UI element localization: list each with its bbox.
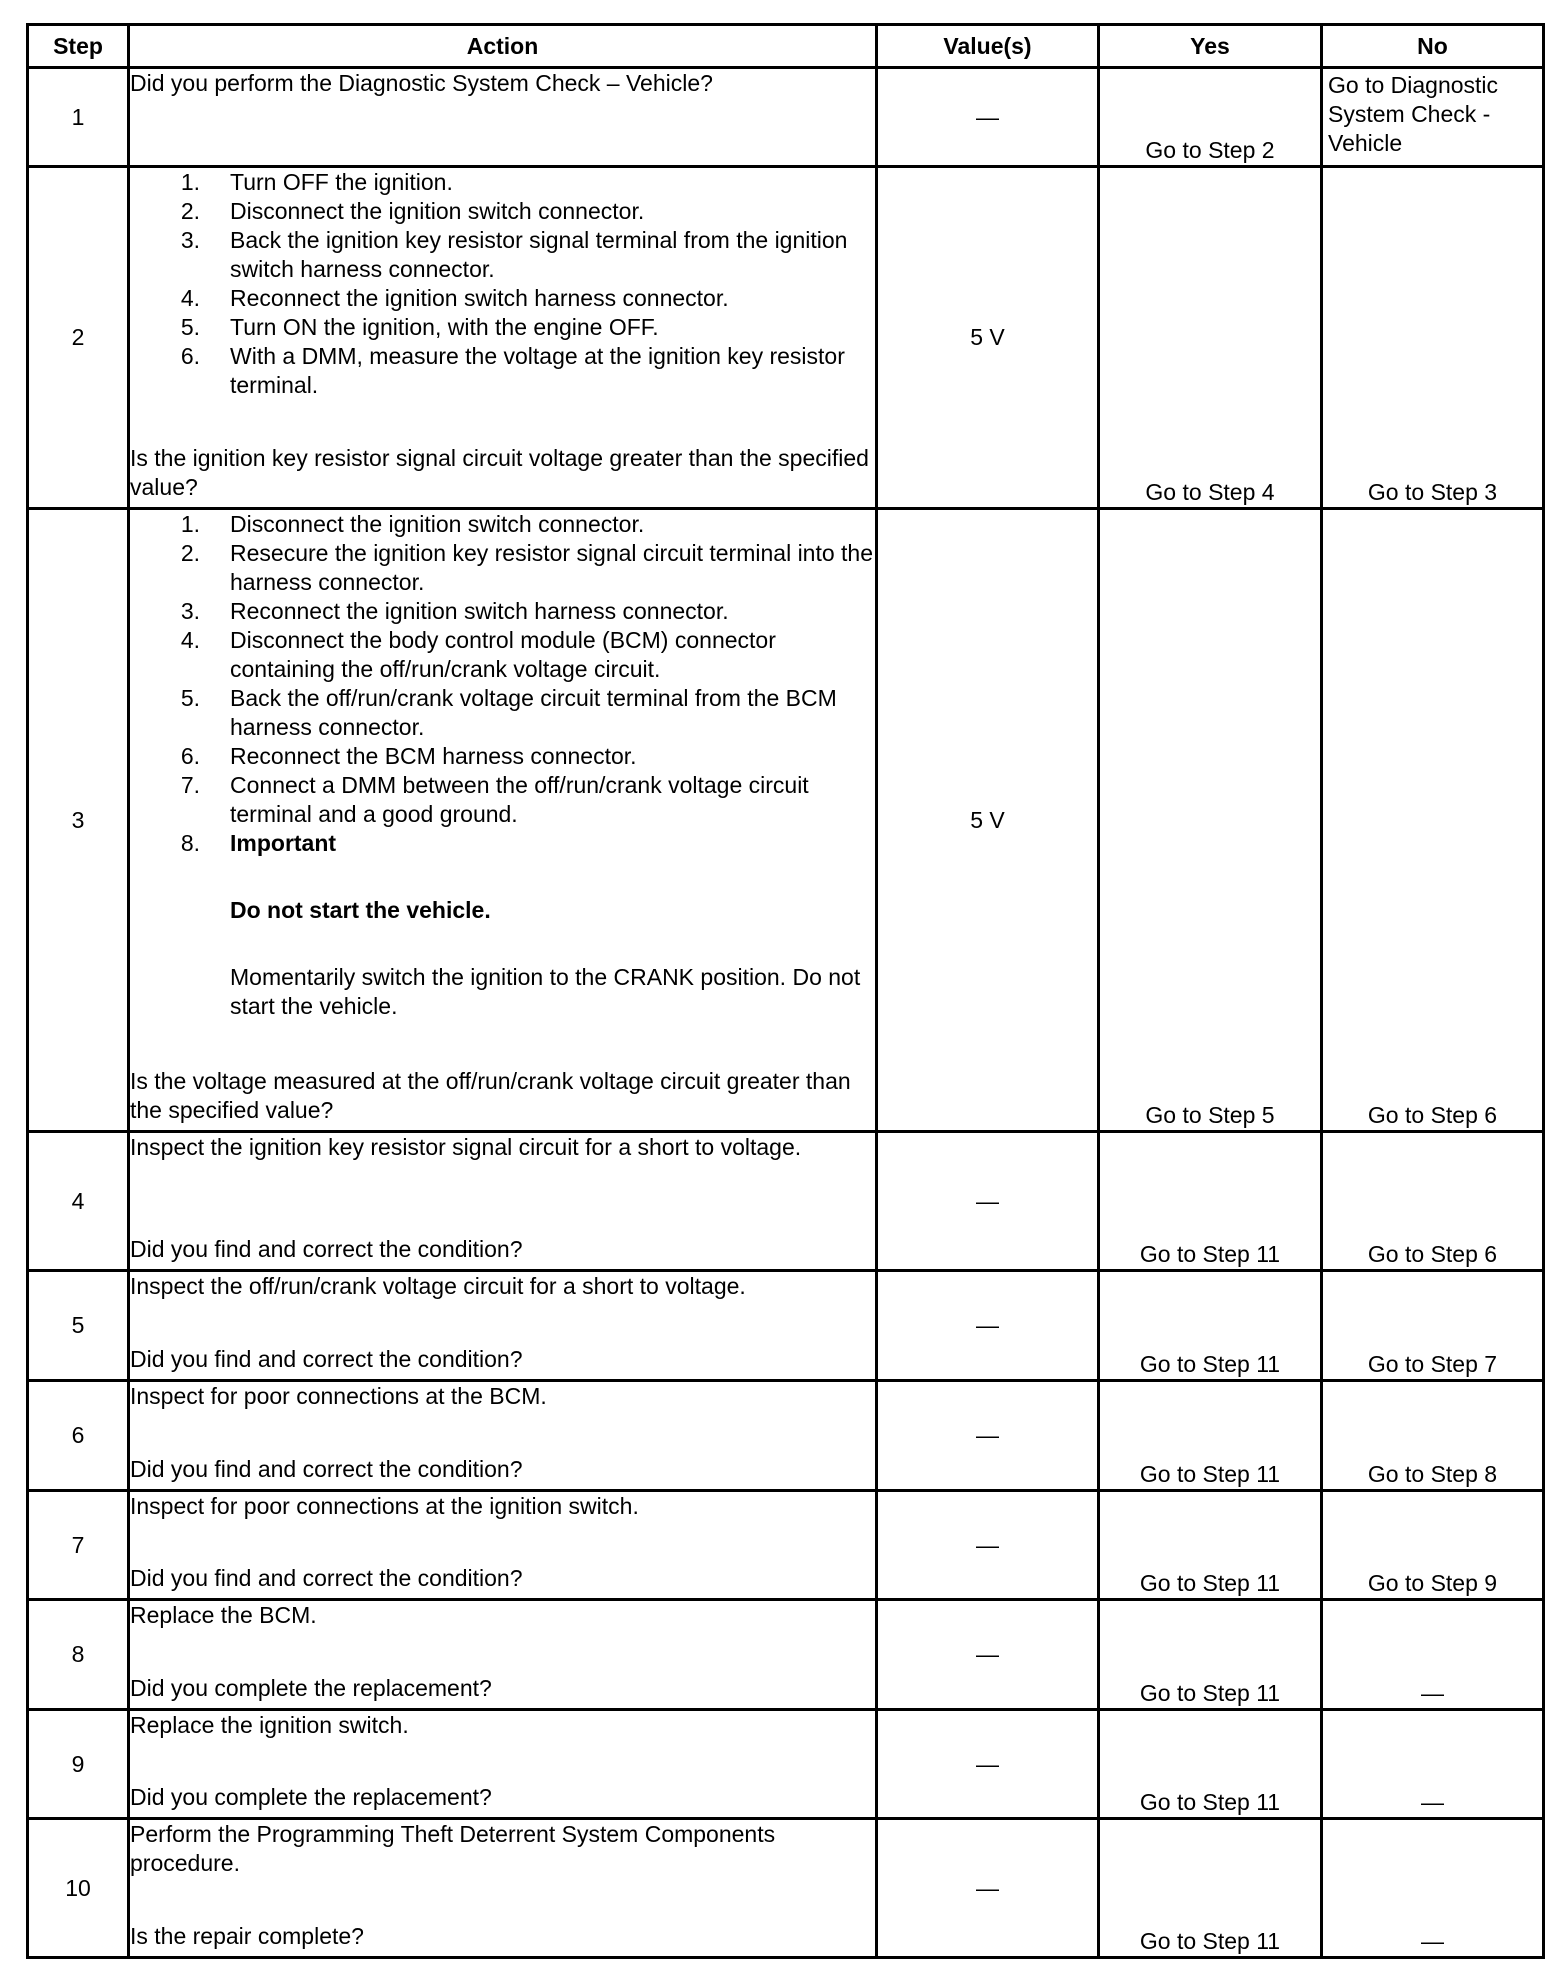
action-cell	[129, 509, 877, 1132]
action-cell	[129, 1600, 877, 1710]
action-instruction: Inspect the ignition key resistor signal circuit for a short to voltage.	[130, 1134, 802, 1160]
yes-cell: Go to Step 11	[1099, 1600, 1322, 1710]
step-number: 3	[28, 509, 129, 1132]
no-cell: —	[1322, 1600, 1544, 1710]
yes-cell: Go to Step 2	[1099, 68, 1322, 167]
no-cell: —	[1322, 1819, 1544, 1958]
action-instruction: Replace the ignition switch.	[130, 1712, 409, 1738]
value-cell: —	[877, 1491, 1099, 1600]
action-cell	[129, 68, 877, 167]
action-instruction: Inspect the off/run/crank voltage circuit for a short to voltage.	[130, 1273, 746, 1299]
yes-cell: Go to Step 11	[1099, 1132, 1322, 1271]
step-number: 1	[28, 68, 129, 167]
list-item: 3. Back the ignition key resistor signal terminal from the ignition switch harness connector.	[180, 227, 848, 282]
no-cell: Go to Step 6	[1322, 1132, 1544, 1271]
yes-cell: Go to Step 11	[1099, 1271, 1322, 1381]
step-number: 7	[28, 1491, 129, 1600]
step-number: 6	[28, 1381, 129, 1491]
header-values: Value(s)	[877, 25, 1099, 68]
action-instruction: Perform the Programming Theft Deterrent System Components procedure.	[130, 1821, 776, 1876]
list-item: 3. Reconnect the ignition switch harness connector.	[180, 598, 729, 624]
list-item: 1. Turn OFF the ignition.	[180, 169, 453, 195]
action-question: Did you find and correct the condition?	[130, 1456, 523, 1482]
no-cell: Go to Step 8	[1322, 1381, 1544, 1491]
important-text: Do not start the vehicle.	[230, 897, 491, 923]
value-cell: —	[877, 1132, 1099, 1271]
step-number: 10	[28, 1819, 129, 1958]
procedure-list	[130, 510, 875, 858]
yes-cell: Go to Step 11	[1099, 1491, 1322, 1600]
yes-cell: Go to Step 11	[1099, 1819, 1322, 1958]
value-cell: 5 V	[877, 509, 1099, 1132]
table-row-step-9	[28, 1710, 1544, 1819]
yes-cell: Go to Step 5	[1099, 509, 1322, 1132]
list-item: 4. Reconnect the ignition switch harness connector.	[180, 285, 729, 311]
action-question: Did you find and correct the condition?	[130, 1236, 523, 1262]
list-item: 5. Turn ON the ignition, with the engine OFF.	[180, 314, 659, 340]
step-number: 5	[28, 1271, 129, 1381]
step-number: 8	[28, 1600, 129, 1710]
no-cell: Go to Step 7	[1322, 1271, 1544, 1381]
value-cell: —	[877, 68, 1099, 167]
table-row-step-4	[28, 1132, 1544, 1271]
table-row-step-10	[28, 1819, 1544, 1958]
list-item: 7. Connect a DMM between the off/run/crank voltage circuit terminal and a good ground.	[180, 772, 809, 827]
header-yes: Yes	[1099, 25, 1322, 68]
step-number: 9	[28, 1710, 129, 1819]
diagnostic-table	[26, 23, 1545, 1959]
header-row	[28, 25, 1544, 68]
no-cell: Go to Step 3	[1322, 167, 1544, 509]
table-row-step-3	[28, 509, 1544, 1132]
step-number: 4	[28, 1132, 129, 1271]
table-row-step-2	[28, 167, 1544, 509]
no-cell: Go to Diagnostic System Check - Vehicle	[1322, 68, 1544, 167]
list-item: 2. Disconnect the ignition switch connector.	[180, 198, 645, 224]
note-text: Momentarily switch the ignition to the CRANK position. Do not start the vehicle.	[230, 964, 861, 1019]
action-question: Is the voltage measured at the off/run/crank voltage circuit greater than the specified value?	[130, 1068, 851, 1123]
list-item: 5. Back the off/run/crank voltage circuit terminal from the BCM harness connector.	[180, 685, 837, 740]
action-question: Is the ignition key resistor signal circuit voltage greater than the specified value?	[130, 445, 869, 500]
action-question: Did you complete the replacement?	[130, 1784, 492, 1810]
action-instruction: Inspect for poor connections at the ignition switch.	[130, 1493, 639, 1519]
action-cell	[129, 1819, 877, 1958]
action-cell	[129, 1491, 877, 1600]
table-row-step-8	[28, 1600, 1544, 1710]
step-number: 2	[28, 167, 129, 509]
action-cell	[129, 1710, 877, 1819]
yes-cell: Go to Step 11	[1099, 1381, 1322, 1491]
value-cell: 5 V	[877, 167, 1099, 509]
table-row-step-7	[28, 1491, 1544, 1600]
value-cell: —	[877, 1819, 1099, 1958]
important-label: Important	[230, 830, 337, 856]
action-question: Did you find and correct the condition?	[130, 1565, 523, 1591]
value-cell: —	[877, 1271, 1099, 1381]
procedure-list	[130, 168, 875, 400]
yes-cell: Go to Step 4	[1099, 167, 1322, 509]
action-instruction: Replace the BCM.	[130, 1602, 317, 1628]
no-cell: Go to Step 9	[1322, 1491, 1544, 1600]
table-row-step-5	[28, 1271, 1544, 1381]
header-action: Action	[129, 25, 877, 68]
yes-cell: Go to Step 11	[1099, 1710, 1322, 1819]
action-question: Did you perform the Diagnostic System Check – Vehicle?	[130, 70, 713, 96]
header-step: Step	[28, 25, 129, 68]
action-cell	[129, 1271, 877, 1381]
list-item: 6. With a DMM, measure the voltage at the ignition key resistor terminal.	[180, 343, 845, 398]
action-cell	[129, 1381, 877, 1491]
action-question: Did you find and correct the condition?	[130, 1346, 523, 1372]
list-item: 6. Reconnect the BCM harness connector.	[180, 743, 637, 769]
value-cell: —	[877, 1710, 1099, 1819]
header-no: No	[1322, 25, 1544, 68]
action-cell	[129, 1132, 877, 1271]
no-cell: —	[1322, 1710, 1544, 1819]
table-row-step-6	[28, 1381, 1544, 1491]
value-cell: —	[877, 1381, 1099, 1491]
list-item: 2. Resecure the ignition key resistor signal circuit terminal into the harness connector.	[180, 540, 874, 595]
no-cell: Go to Step 6	[1322, 509, 1544, 1132]
action-instruction: Inspect for poor connections at the BCM.	[130, 1383, 547, 1409]
action-question: Did you complete the replacement?	[130, 1675, 492, 1701]
action-cell	[129, 167, 877, 509]
list-item: 4. Disconnect the body control module (BCM) connector containing the off/run/crank voltage circuit.	[180, 627, 776, 682]
list-item: 1. Disconnect the ignition switch connector.	[180, 511, 645, 537]
list-item: 8. Important	[130, 829, 875, 858]
action-question: Is the repair complete?	[130, 1923, 364, 1949]
table-row-step-1	[28, 68, 1544, 167]
value-cell: —	[877, 1600, 1099, 1710]
